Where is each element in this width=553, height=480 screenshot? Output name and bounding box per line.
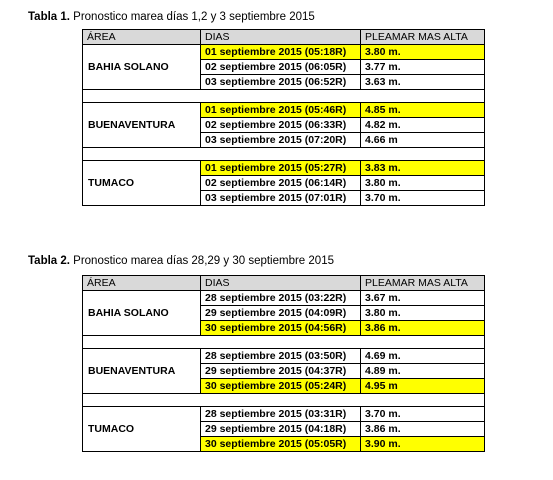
- pleamar-cell: 3.86 m.: [361, 422, 485, 437]
- pleamar-cell: 4.89 m.: [361, 364, 485, 379]
- spacer-cell: [83, 394, 485, 407]
- dias-cell: 30 septiembre 2015 (05:24R): [201, 379, 361, 394]
- header-area: ÁREA: [83, 276, 201, 291]
- dias-cell: 30 septiembre 2015 (04:56R): [201, 321, 361, 336]
- area-cell: BUENAVENTURA: [83, 349, 201, 394]
- dias-cell: 03 septiembre 2015 (06:52R): [201, 75, 361, 90]
- area-cell: BUENAVENTURA: [83, 103, 201, 148]
- pleamar-cell: 3.83 m.: [361, 161, 485, 176]
- dias-cell: 29 septiembre 2015 (04:09R): [201, 306, 361, 321]
- dias-cell: 29 septiembre 2015 (04:37R): [201, 364, 361, 379]
- header-row: [83, 276, 485, 291]
- table1: [82, 29, 485, 206]
- header-dias: DIAS: [201, 30, 361, 45]
- pleamar-cell: 3.86 m.: [361, 321, 485, 336]
- pleamar-cell: 3.80 m.: [361, 176, 485, 191]
- dias-cell: 01 septiembre 2015 (05:18R): [201, 45, 361, 60]
- area-cell: BAHIA SOLANO: [83, 291, 201, 336]
- area-cell: TUMACO: [83, 407, 201, 452]
- table2-caption: [28, 254, 334, 268]
- dias-cell: 03 septiembre 2015 (07:20R): [201, 133, 361, 148]
- header-dias: DIAS: [201, 276, 361, 291]
- dias-cell: 28 septiembre 2015 (03:50R): [201, 349, 361, 364]
- table-row: [83, 161, 485, 176]
- header-pleamar: PLEAMAR MAS ALTA: [361, 30, 485, 45]
- table2: [82, 275, 485, 452]
- spacer-row: [83, 90, 485, 103]
- pleamar-cell: 4.66 m: [361, 133, 485, 148]
- table1-caption-text: Pronostico marea días 1,2 y 3 septiembre 2015: [69, 11, 315, 23]
- spacer-row: [83, 394, 485, 407]
- pleamar-cell: 4.82 m.: [361, 118, 485, 133]
- dias-cell: 28 septiembre 2015 (03:22R): [201, 291, 361, 306]
- table1-caption-label: Tabla 1.: [28, 11, 70, 23]
- pleamar-cell: 4.85 m.: [361, 103, 485, 118]
- dias-cell: 02 septiembre 2015 (06:05R): [201, 60, 361, 75]
- pleamar-cell: 4.69 m.: [361, 349, 485, 364]
- table-row: [83, 45, 485, 60]
- dias-cell: 03 septiembre 2015 (07:01R): [201, 191, 361, 206]
- area-cell: TUMACO: [83, 161, 201, 206]
- area-cell: BAHIA SOLANO: [83, 45, 201, 90]
- spacer-cell: [83, 90, 485, 103]
- pleamar-cell: 3.70 m.: [361, 191, 485, 206]
- table-row: [83, 103, 485, 118]
- header-area: ÁREA: [83, 30, 201, 45]
- dias-cell: 28 septiembre 2015 (03:31R): [201, 407, 361, 422]
- pleamar-cell: 3.70 m.: [361, 407, 485, 422]
- pleamar-cell: 3.67 m.: [361, 291, 485, 306]
- spacer-row: [83, 336, 485, 349]
- pleamar-cell: 3.80 m.: [361, 45, 485, 60]
- header-row: [83, 30, 485, 45]
- dias-cell: 01 septiembre 2015 (05:46R): [201, 103, 361, 118]
- pleamar-cell: 3.80 m.: [361, 306, 485, 321]
- pleamar-cell: 3.90 m.: [361, 437, 485, 452]
- table2-caption-text: Pronostico marea días 28,29 y 30 septiembre 2015: [69, 255, 334, 267]
- dias-cell: 02 septiembre 2015 (06:33R): [201, 118, 361, 133]
- table-row: [83, 349, 485, 364]
- header-pleamar: PLEAMAR MAS ALTA: [361, 276, 485, 291]
- table-row: [83, 291, 485, 306]
- table1-caption: [28, 10, 315, 24]
- dias-cell: 29 septiembre 2015 (04:18R): [201, 422, 361, 437]
- spacer-row: [83, 148, 485, 161]
- dias-cell: 02 septiembre 2015 (06:14R): [201, 176, 361, 191]
- pleamar-cell: 3.77 m.: [361, 60, 485, 75]
- pleamar-cell: 3.63 m.: [361, 75, 485, 90]
- spacer-cell: [83, 336, 485, 349]
- table2-caption-label: Tabla 2.: [28, 255, 70, 267]
- table-row: [83, 407, 485, 422]
- dias-cell: 01 septiembre 2015 (05:27R): [201, 161, 361, 176]
- pleamar-cell: 4.95 m: [361, 379, 485, 394]
- spacer-cell: [83, 148, 485, 161]
- dias-cell: 30 septiembre 2015 (05:05R): [201, 437, 361, 452]
